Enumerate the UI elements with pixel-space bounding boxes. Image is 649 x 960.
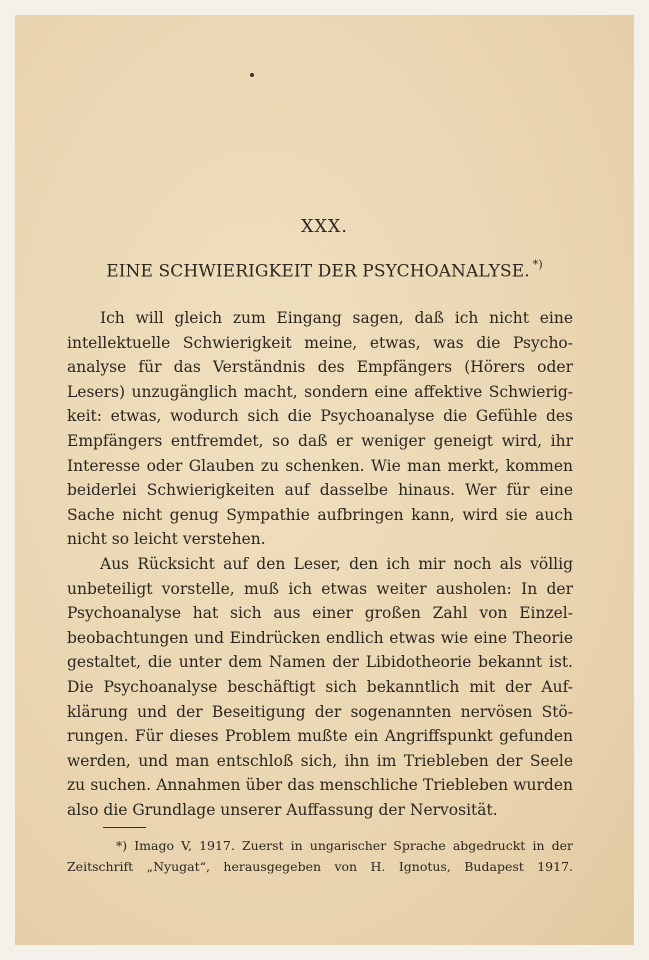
text-line: gestaltet, die unter dem Namen der Libidotheorie bekannt ist. xyxy=(67,653,573,672)
text-line: Aus Rücksicht auf den Leser, den ich mir noch als völlig xyxy=(100,554,573,573)
body-text xyxy=(67,306,573,822)
footnote xyxy=(67,835,573,877)
text-line: Empfängers entfremdet, so daß er weniger geneigt wird, ihr xyxy=(67,431,573,450)
text-line: intellektuelle Schwierigkeit meine, etwas, was die Psycho- xyxy=(67,333,573,352)
text-line: Ich will gleich zum Eingang sagen, daß ich nicht eine xyxy=(100,309,573,327)
text-line: Die Psychoanalyse beschäftigt sich bekanntlich mit der Auf- xyxy=(67,677,573,696)
text-line: Sache nicht genug Sympathie aufbringen kann, wird sie auch xyxy=(67,505,573,524)
text-line: unbeteiligt vorstelle, muß ich etwas weiter ausholen: In der xyxy=(67,579,573,598)
footnote-marker: *) xyxy=(532,258,543,271)
chapter-title-text: EINE SCHWIERIGKEIT DER PSYCHOANALYSE. xyxy=(106,261,530,282)
text-line: zu suchen. Annahmen über das menschliche Triebleben wurden xyxy=(67,776,573,795)
text-line: Psychoanalyse hat sich aus einer großen Zahl von Einzel- xyxy=(67,604,573,623)
book-page xyxy=(15,15,634,945)
paragraph-1 xyxy=(67,306,573,552)
footnote-line: *) Imago V, 1917. Zuerst in ungarischer Sprache abgedruckt in der xyxy=(116,838,573,853)
text-line: rungen. Für dieses Problem mußte ein Angriffspunkt gefunden xyxy=(67,727,573,746)
ink-speck xyxy=(250,73,254,77)
text-line: beobachtungen und Eindrücken endlich etwas wie eine Theorie xyxy=(67,628,573,647)
text-line: Interesse oder Glauben zu schenken. Wie man merkt, kommen xyxy=(67,456,573,475)
text-line: werden, und man entschloß sich, ihn im Triebleben der Seele xyxy=(67,751,573,770)
text-line: nicht so leicht verstehen. xyxy=(67,530,266,549)
text-line: beiderlei Schwierigkeiten auf dasselbe hinaus. Wer für eine xyxy=(67,481,573,500)
text-line: also die Grundlage unserer Auffassung der Nervosität. xyxy=(67,800,498,819)
text-line: Lesers) unzugänglich macht, sondern eine affektive Schwierig- xyxy=(67,382,573,401)
footnote-divider xyxy=(103,827,146,828)
text-line: analyse für das Verständnis des Empfängers (Hörers oder xyxy=(67,358,573,377)
text-line: klärung und der Beseitigung der sogenannten nervösen Stö- xyxy=(67,702,573,721)
text-line: keit: etwas, wodurch sich die Psychoanalyse die Gefühle des xyxy=(67,407,573,426)
chapter-title xyxy=(15,260,634,282)
chapter-number: XXX. xyxy=(301,217,348,237)
footnote-line: Zeitschrift „Nyugat“, herausgegeben von H. Ignotus, Budapest 1917. xyxy=(67,859,573,874)
paragraph-2 xyxy=(67,552,573,823)
